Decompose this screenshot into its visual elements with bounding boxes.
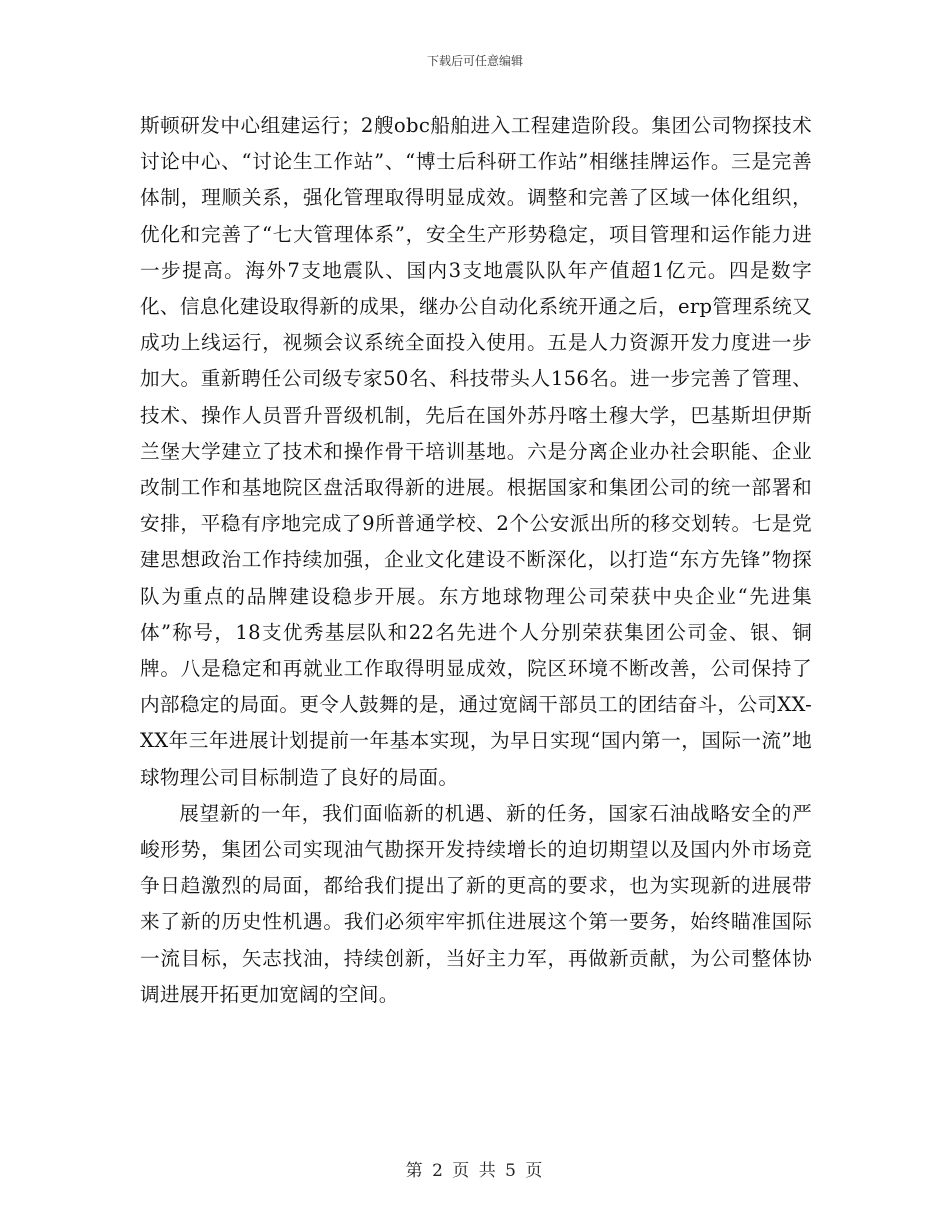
page-number: 第 2 页 共 5 页 (405, 1161, 545, 1181)
paragraph-outlook: 展望新的一年，我们面临新的机遇、新的任务，国家石油战略安全的严峻形势，集团公司实现油气勘探开发持续增长的迫切期望以及国内外市场竞争日趋激烈的局面，都给我们提出了新的更高的要求，也为实现新的进展带来了新的历史性机遇。我们必须牢牢抓住进展这个第一要务，始终瞄准国际一流目标，矢志找油，持续创新，当好主力军，再做新贡献，为公司整体协调进展开拓更加宽阔的空间。 (140, 801, 812, 1006)
paragraph-continued: 斯顿研发中心组建运行；2艘obc船舶进入工程建造阶段。集团公司物探技术讨论中心、“讨论生工作站”、“博士后科研工作站”相继挂牌运作。三是完善体制，理顺关系，强化管理取得明显成效。调整和完善了区域一体化组织，优化和完善了“七大管理体系”，安全生产形势稳定，项目管理和运作能力进一步提高。海外7支地震队、国内3支地震队队年产值超1亿元。四是数字化、信息化建设取得新的成果，继办公自动化系统开通之后，erp管理系统又成功上线运行，视频会议系统全面投入使用。五是人力资源开发力度进一步加大。重新聘任公司级专家50名、科技带头人156名。进一步完善了管理、技术、操作人员晋升晋级机制，先后在国外苏丹喀土穆大学，巴基斯坦伊斯兰堡大学建立了技术和操作骨干培训基地。六是分离企业办社会职能、企业改制工作和基地院区盘活取得新的进展。根据国家和集团公司的统一部署和安排，平稳有序地完成了9所普通学校、2个公安派出所的移交划转。七是党建思想政治工作持续加强，企业文化建设不断深化，以打造“东方先锋”物探队为重点的品牌建设稳步开展。东方地球物理公司荣获中央企业“先进集体”称号，18支优秀基层队和22名先进个人分别荣获集团公司金、银、铜牌。八是稳定和再就业工作取得明显成效，院区环境不断改善，公司保持了内部稳定的局面。更令人鼓舞的是，通过宽阔干部员工的团结奋斗，公司XX-XX年三年进展计划提前一年基本实现，为早日实现“国内第一，国际一流”地球物理公司目标制造了良好的局面。 (140, 114, 812, 789)
page-header: 下载后可任意编辑 (426, 54, 523, 68)
document-body (140, 108, 812, 1013)
